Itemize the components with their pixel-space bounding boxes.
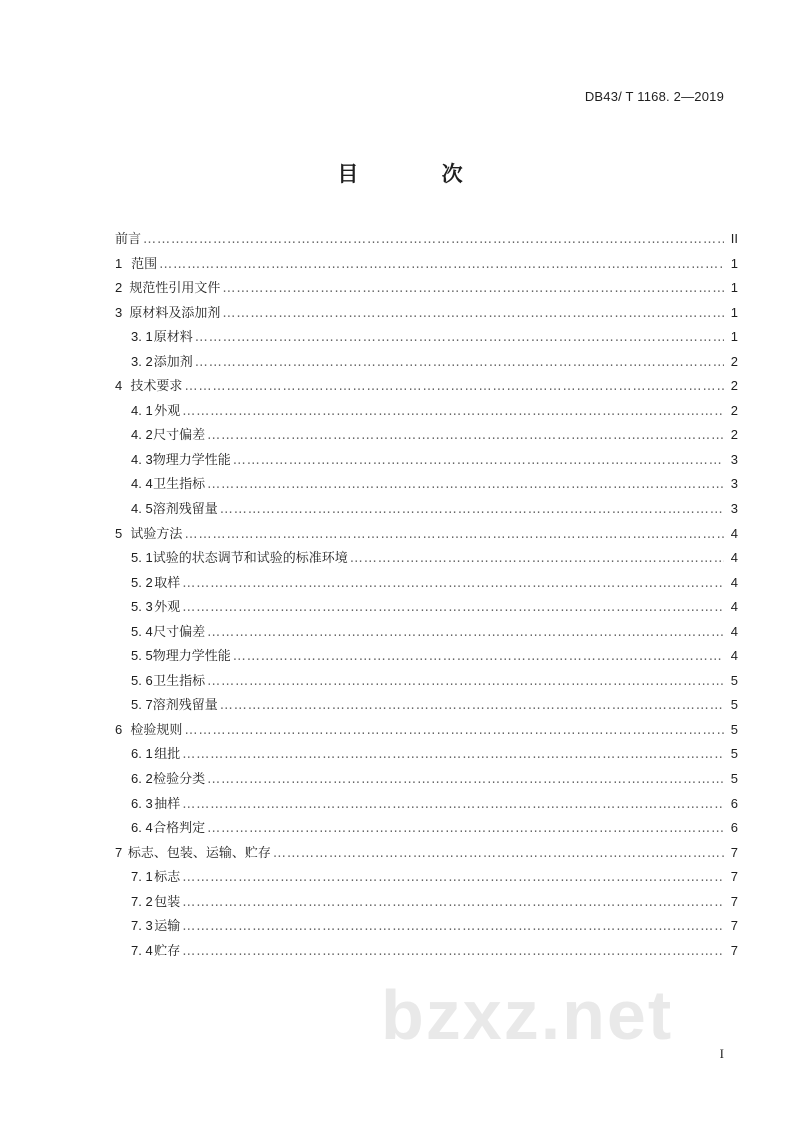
toc-dot-leader bbox=[207, 473, 724, 498]
toc-entry-page: 6 bbox=[730, 820, 738, 836]
toc-entry-number: 1 bbox=[115, 255, 123, 271]
toc-entry[interactable] bbox=[115, 497, 738, 522]
toc-entry-title: 贮存 bbox=[154, 943, 181, 959]
toc-dot-leader bbox=[182, 891, 724, 916]
toc-dot-leader bbox=[182, 400, 724, 425]
toc-entry-title: 标志、包装、运输、贮存 bbox=[127, 845, 271, 861]
toc-entry-page: 5 bbox=[730, 771, 738, 787]
toc-dot-leader bbox=[182, 915, 724, 940]
toc-entry-page: 3 bbox=[730, 501, 738, 517]
watermark: bzxz.net bbox=[381, 976, 674, 1054]
toc-entry-page: 1 bbox=[730, 329, 738, 345]
toc-dot-leader bbox=[207, 424, 724, 449]
toc-entry[interactable] bbox=[115, 374, 738, 399]
toc-entry[interactable] bbox=[115, 252, 738, 277]
toc-entry-page: 5 bbox=[730, 672, 738, 688]
toc-entry-title: 标志 bbox=[154, 870, 181, 886]
toc-entry-number: 5. 2 bbox=[131, 574, 153, 590]
toc-entry-number: 7 bbox=[115, 844, 123, 860]
toc-dot-leader bbox=[195, 351, 724, 376]
toc-entry-page: 2 bbox=[730, 353, 738, 369]
table-of-contents bbox=[115, 227, 738, 963]
toc-dot-leader bbox=[222, 302, 724, 327]
toc-entry-number: 7. 2 bbox=[131, 893, 153, 909]
toc-entry-page: 4 bbox=[730, 623, 738, 639]
toc-entry-page: 5 bbox=[730, 746, 738, 762]
toc-entry-number: 7. 3 bbox=[131, 918, 153, 934]
toc-entry-title: 尺寸偏差 bbox=[153, 428, 206, 444]
toc-dot-leader bbox=[184, 375, 724, 400]
page-number: I bbox=[719, 1046, 724, 1061]
toc-entry-title: 外观 bbox=[154, 600, 181, 616]
toc-entry-page: 1 bbox=[730, 280, 738, 296]
toc-entry[interactable] bbox=[115, 350, 738, 375]
toc-dot-leader bbox=[220, 694, 724, 719]
toc-entry-number: 3. 1 bbox=[131, 329, 153, 345]
toc-dot-leader bbox=[159, 253, 724, 278]
toc-entry-title: 外观 bbox=[154, 403, 181, 419]
toc-entry-number: 4. 4 bbox=[131, 476, 153, 492]
toc-entry-number: 6. 4 bbox=[131, 820, 153, 836]
toc-entry-title: 原材料 bbox=[153, 330, 193, 346]
toc-entry-page: II bbox=[730, 231, 738, 246]
toc-entry-number: 6. 3 bbox=[131, 795, 153, 811]
toc-entry-page: 2 bbox=[730, 378, 738, 394]
toc-entry[interactable] bbox=[115, 448, 738, 473]
toc-entry-page: 6 bbox=[730, 795, 738, 811]
toc-entry-number: 2 bbox=[115, 280, 123, 296]
toc-entry-number: 3 bbox=[115, 304, 123, 320]
toc-entry[interactable] bbox=[115, 939, 738, 964]
toc-entry[interactable] bbox=[115, 522, 738, 547]
toc-dot-leader bbox=[182, 596, 724, 621]
toc-entry-number: 4. 5 bbox=[131, 501, 153, 517]
toc-entry-title: 检验分类 bbox=[153, 772, 206, 788]
toc-entry-page: 2 bbox=[730, 402, 738, 418]
toc-dot-leader bbox=[182, 743, 724, 768]
toc-entry-title: 原材料及添加剂 bbox=[129, 305, 221, 321]
toc-entry[interactable] bbox=[115, 472, 738, 497]
toc-entry-number: 5. 5 bbox=[131, 648, 153, 664]
toc-dot-leader bbox=[350, 547, 724, 572]
toc-entry[interactable] bbox=[115, 767, 738, 792]
toc-entry-number: 6. 1 bbox=[131, 746, 153, 762]
toc-entry[interactable] bbox=[115, 423, 738, 448]
toc-entry-page: 4 bbox=[730, 550, 738, 566]
toc-entry[interactable] bbox=[115, 865, 738, 890]
toc-dot-leader bbox=[184, 719, 724, 744]
toc-entry-title: 取样 bbox=[154, 575, 181, 591]
toc-entry-page: 4 bbox=[730, 648, 738, 664]
toc-entry-title: 范围 bbox=[131, 256, 158, 272]
toc-dot-leader bbox=[233, 449, 724, 474]
toc-entry-number: 4 bbox=[115, 378, 123, 394]
toc-entry-title: 物理力学性能 bbox=[152, 452, 231, 468]
toc-entry-number: 5. 7 bbox=[131, 697, 153, 713]
toc-entry-number: 5 bbox=[115, 525, 123, 541]
toc-entry[interactable] bbox=[115, 792, 738, 817]
toc-entry[interactable] bbox=[115, 816, 738, 841]
toc-entry-number: 6. 2 bbox=[131, 771, 153, 787]
toc-entry-title: 组批 bbox=[154, 747, 181, 763]
toc-entry-page: 5 bbox=[730, 697, 738, 713]
toc-entry[interactable] bbox=[115, 742, 738, 767]
toc-entry-title: 前言 bbox=[115, 232, 142, 247]
toc-entry-title: 技术要求 bbox=[130, 379, 183, 395]
toc-dot-leader bbox=[273, 842, 724, 867]
page-title: 目 次 bbox=[337, 162, 501, 186]
toc-entry-page: 5 bbox=[730, 721, 738, 737]
toc-dot-leader bbox=[182, 866, 724, 891]
toc-dot-leader bbox=[233, 645, 724, 670]
toc-entry-number: 3. 2 bbox=[131, 353, 153, 369]
toc-dot-leader bbox=[207, 817, 724, 842]
toc-entry[interactable] bbox=[115, 644, 738, 669]
toc-dot-leader bbox=[222, 277, 724, 302]
toc-entry-title: 合格判定 bbox=[153, 821, 206, 837]
toc-dot-leader bbox=[182, 940, 724, 965]
toc-entry[interactable] bbox=[115, 620, 738, 645]
toc-entry-title: 物理力学性能 bbox=[152, 649, 231, 665]
toc-dot-leader bbox=[207, 621, 724, 646]
toc-entry-page: 7 bbox=[730, 869, 738, 885]
toc-entry-number: 5. 3 bbox=[131, 599, 153, 615]
toc-entry-number: 5. 1 bbox=[131, 550, 153, 566]
toc-entry[interactable] bbox=[115, 325, 738, 350]
toc-entry[interactable] bbox=[115, 546, 738, 571]
toc-dot-leader bbox=[195, 326, 724, 351]
toc-entry-number: 6 bbox=[115, 721, 123, 737]
toc-entry[interactable] bbox=[115, 914, 738, 939]
toc-dot-leader bbox=[220, 498, 724, 523]
toc-entry[interactable] bbox=[115, 669, 738, 694]
toc-entry[interactable] bbox=[115, 890, 738, 915]
toc-entry-page: 4 bbox=[730, 525, 738, 541]
toc-dot-leader bbox=[143, 228, 724, 253]
toc-entry-title: 添加剂 bbox=[153, 354, 193, 370]
toc-entry[interactable] bbox=[115, 693, 738, 718]
toc-entry-page: 4 bbox=[730, 599, 738, 615]
document-code: DB43/ T 1168. 2—2019 bbox=[584, 89, 724, 104]
toc-entry-number: 4. 1 bbox=[131, 402, 153, 418]
toc-entry[interactable] bbox=[115, 571, 738, 596]
toc-entry-number: 7. 4 bbox=[131, 942, 153, 958]
toc-entry-number: 4. 3 bbox=[131, 451, 153, 467]
toc-entry-page: 3 bbox=[730, 476, 738, 492]
toc-entry-number: 5. 4 bbox=[131, 623, 153, 639]
toc-entry-title: 试验的状态调节和试验的标准环境 bbox=[152, 551, 348, 567]
toc-entry-page: 7 bbox=[730, 844, 738, 860]
toc-entry[interactable] bbox=[115, 595, 738, 620]
toc-entry-title: 检验规则 bbox=[130, 722, 183, 738]
toc-entry-title: 包装 bbox=[154, 894, 181, 910]
toc-entry-page: 7 bbox=[730, 942, 738, 958]
toc-entry-title: 卫生指标 bbox=[153, 673, 206, 689]
toc-dot-leader bbox=[182, 572, 724, 597]
toc-dot-leader bbox=[207, 768, 724, 793]
toc-entry-page: 1 bbox=[730, 255, 738, 271]
toc-entry-page: 4 bbox=[730, 574, 738, 590]
toc-entry-page: 1 bbox=[730, 304, 738, 320]
toc-entry-number: 7. 1 bbox=[131, 869, 153, 885]
toc-entry-title: 抽样 bbox=[154, 796, 181, 812]
toc-entry-page: 3 bbox=[730, 451, 738, 467]
toc-entry-title: 溶剂残留量 bbox=[152, 502, 218, 518]
toc-entry[interactable] bbox=[115, 276, 738, 301]
toc-entry-title: 溶剂残留量 bbox=[152, 698, 218, 714]
toc-entry-title: 规范性引用文件 bbox=[129, 281, 221, 297]
toc-entry-title: 试验方法 bbox=[130, 526, 183, 542]
toc-dot-leader bbox=[182, 793, 724, 818]
toc-entry[interactable] bbox=[115, 399, 738, 424]
toc-dot-leader bbox=[184, 523, 724, 548]
toc-entry-title: 卫生指标 bbox=[153, 477, 206, 493]
toc-entry-page: 2 bbox=[730, 427, 738, 443]
toc-entry-page: 7 bbox=[730, 918, 738, 934]
toc-entry[interactable] bbox=[115, 718, 738, 743]
toc-dot-leader bbox=[207, 670, 724, 695]
toc-entry[interactable] bbox=[115, 227, 738, 252]
toc-entry-page: 7 bbox=[730, 893, 738, 909]
toc-entry[interactable] bbox=[115, 301, 738, 326]
toc-entry[interactable] bbox=[115, 841, 738, 866]
toc-entry-title: 运输 bbox=[154, 919, 181, 935]
toc-entry-title: 尺寸偏差 bbox=[153, 624, 206, 640]
toc-entry-number: 5. 6 bbox=[131, 672, 153, 688]
toc-entry-number: 4. 2 bbox=[131, 427, 153, 443]
